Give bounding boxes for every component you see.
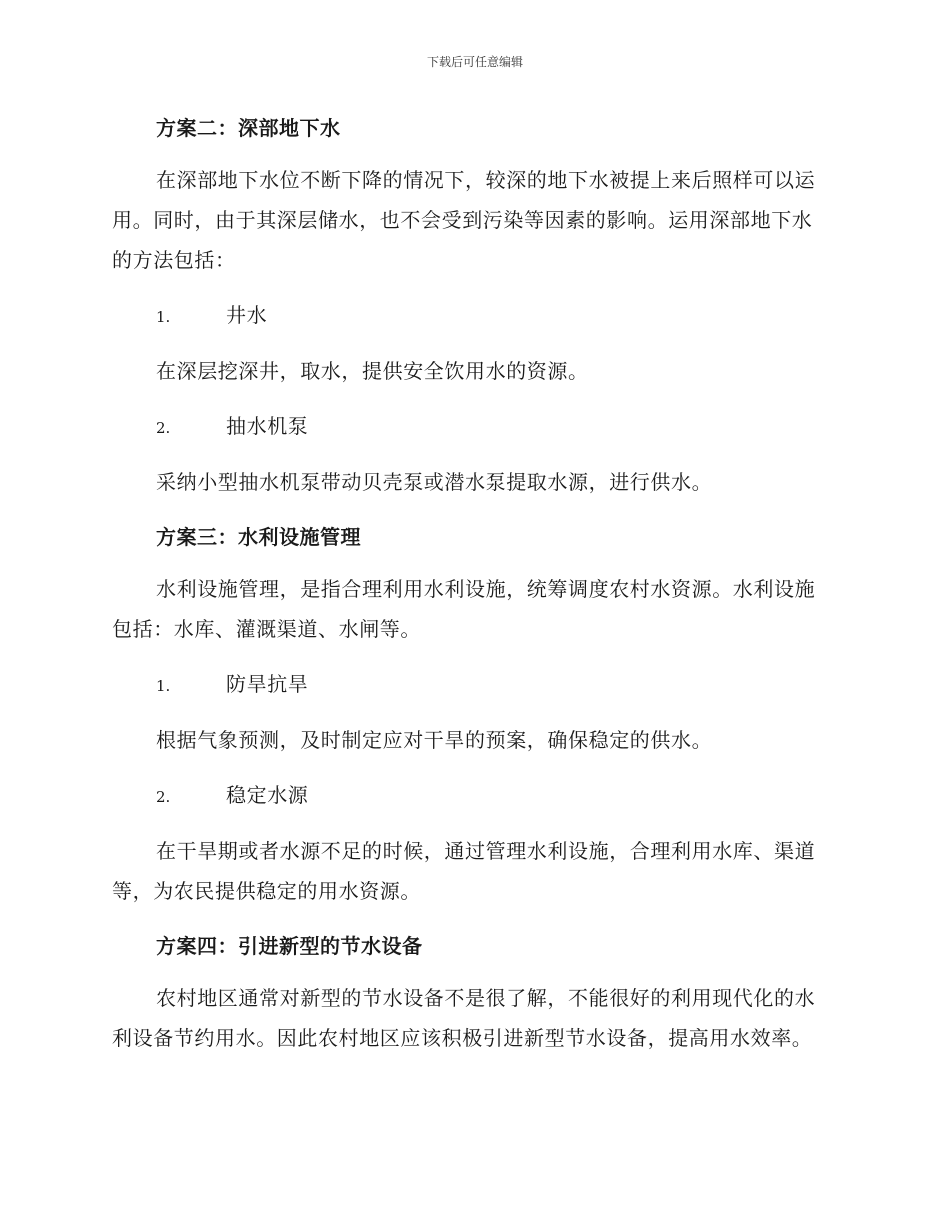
- paragraph-item-desc: 在深层挖深井，取水，提供安全饮用水的资源。: [156, 359, 589, 383]
- document-body: [112, 100, 830, 1073]
- paragraph-s4-intro: 农村地区通常对新型的节水设备不是很了解，不能很好的利用现代化的水利设备节约用水。因此农村地区应该积极引进新型节水设备，提高用水效率。: [112, 986, 816, 1050]
- list-label: 抽水机泵: [226, 414, 309, 438]
- list-item: [112, 406, 830, 448]
- list-label: 稳定水源: [226, 783, 309, 807]
- paragraph-s3-intro: 水利设施管理，是指合理利用水利设施，统筹调度农村水资源。水利设施包括：水库、灌溉渠道、水闸等。: [112, 577, 816, 641]
- list-number: 2.: [156, 788, 171, 806]
- list-label: 井水: [226, 303, 268, 327]
- list-item: [112, 664, 830, 706]
- page-header-note: 下载后可任意编辑: [426, 55, 523, 69]
- list-item: [112, 775, 830, 817]
- section-heading-s4: 方案四：引进新型的节水设备: [156, 934, 423, 958]
- section-heading-s2: 方案二：深部地下水: [156, 116, 341, 140]
- list-number: 2.: [156, 419, 171, 437]
- paragraph-item-desc: 在干旱期或者水源不足的时候，通过管理水利设施，合理利用水库、渠道等，为农民提供稳定的用水资源。: [112, 839, 816, 903]
- list-number: 1.: [156, 677, 171, 695]
- paragraph-item-desc: 根据气象预测，及时制定应对干旱的预案，确保稳定的供水。: [156, 728, 713, 752]
- list-number: 1.: [156, 308, 171, 326]
- list-item: [112, 295, 830, 337]
- section-heading-s3: 方案三：水利设施管理: [156, 525, 361, 549]
- list-label: 防旱抗旱: [226, 672, 309, 696]
- paragraph-s2-intro: 在深部地下水位不断下降的情况下，较深的地下水被提上来后照样可以运用。同时，由于其深层储水，也不会受到污染等因素的影响。运用深部地下水的方法包括：: [112, 168, 816, 272]
- paragraph-item-desc: 采纳小型抽水机泵带动贝壳泵或潜水泵提取水源，进行供水。: [156, 470, 713, 494]
